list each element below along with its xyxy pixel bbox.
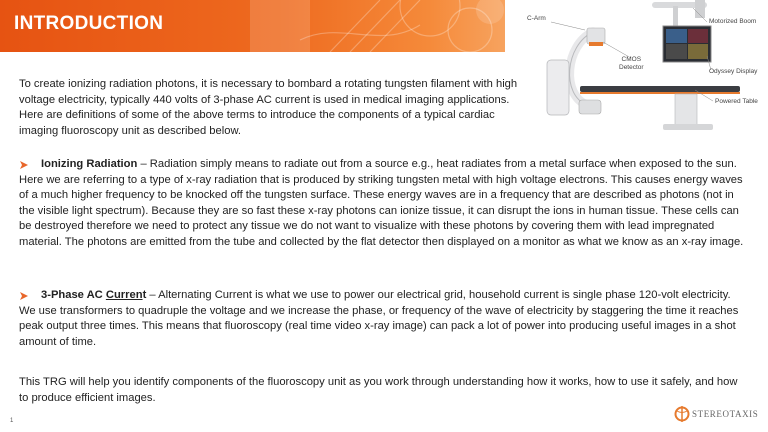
ionizing-radiation-term: Ionizing Radiation xyxy=(41,158,138,170)
callout-c-arm: C-Arm xyxy=(527,15,546,22)
page-title: INTRODUCTION xyxy=(14,13,164,34)
callout-powered-table: Powered Table xyxy=(715,98,758,105)
logo-text: STEREOTAXIS xyxy=(692,409,759,419)
intro-paragraph: To create ionizing radiation photons, it is necessary to bombard a rotating tungsten filament with high voltage electricity, typically 440 volts of 3-phase AC current is used in medical imaging applications. Here are definitions of some of the above terms to introduce the components of a typical cardiac imaging fluoroscopy unit as described below. xyxy=(19,78,518,137)
closing-paragraph: This TRG will help you identify components of the fluoroscopy unit as you work through understanding how it works, how to use it safely, and how to produce efficient images. xyxy=(19,376,738,404)
ionizing-radiation-text: – Radiation simply means to radiate out from a source e.g., heat radiates from a metal surface when exposed to the sun. Here we are referring to a type of x-ray radiation that is produced by striking tungsten metal with high voltage electrons. This causes energy waves of a much higher frequency to be knocked off the tungsten surface. These energy waves are in a frequency that are described as photons (not in the visible light spectrum). Because they are so fast these x-ray photons can ionize tissue, it can disrupt the ions in human tissue. These cells can be destroyed therefore we need to protect any tissue we do not want to visualize with these photons by covering them with lead impregnated material. The photons are emitted from the tube and collected by the flat detector then displayed on a monitor as what we know as an x-ray image. xyxy=(19,158,744,248)
callout-odyssey-display: Odyssey Display xyxy=(709,68,758,75)
callout-cmos-detector xyxy=(619,56,644,71)
three-phase-term-suffix: t xyxy=(142,289,147,301)
three-phase-term-underlined: Curren xyxy=(105,289,143,301)
three-phase-term-prefix: 3-Phase AC xyxy=(41,289,106,301)
page-number: 1 xyxy=(10,418,14,424)
three-phase-paragraph xyxy=(19,288,749,350)
stereotaxis-logo xyxy=(674,404,760,424)
three-phase-text: – Alternating Current is what we use to power our electrical grid, household current is single phase 120-volt electricity. We use transformers to quadruple the voltage and we increase the phase, or frequency of the wave of electricity by staggering the time it reaches peak output three times. This means that fluoroscopy (real time video x-ray image) can pack a lot of power into producing useful images in a shot amount of time. xyxy=(19,289,739,348)
logo-icon xyxy=(674,404,690,424)
callout-cmos-detector-line1: CMOS xyxy=(621,56,642,63)
callout-motorized-boom: Motorized Boom xyxy=(709,18,757,25)
ionizing-radiation-paragraph xyxy=(19,157,749,251)
fluoroscopy-unit-diagram xyxy=(525,0,768,140)
callout-cmos-detector-line2: Detector xyxy=(619,63,644,71)
header-banner xyxy=(0,0,505,52)
